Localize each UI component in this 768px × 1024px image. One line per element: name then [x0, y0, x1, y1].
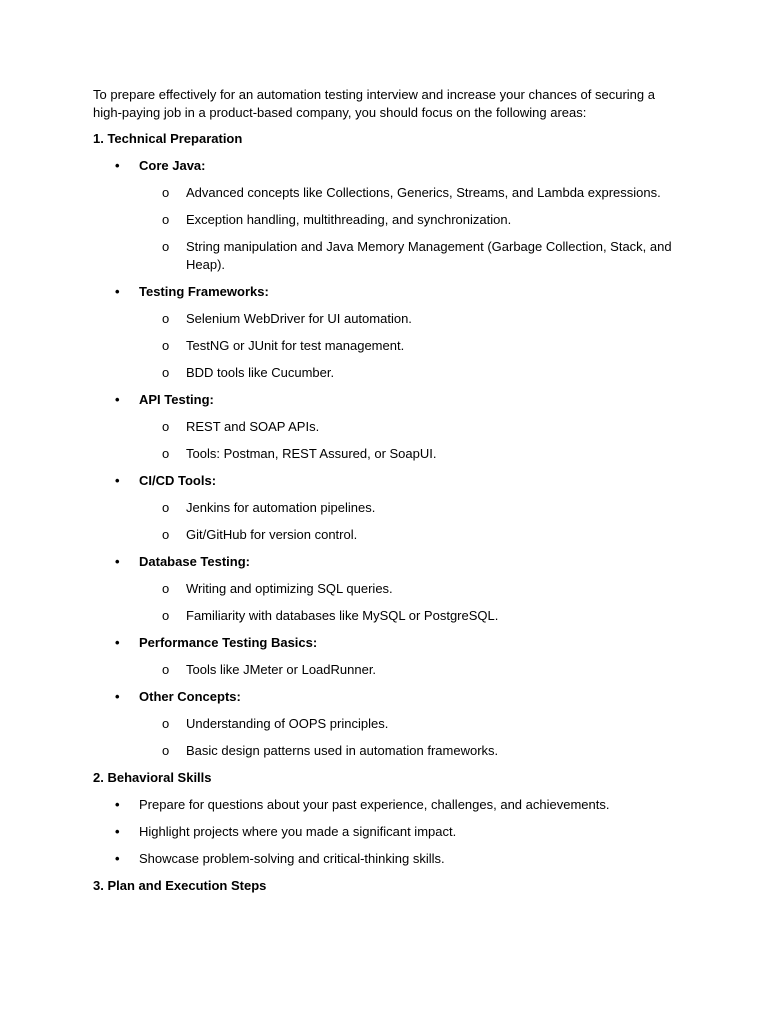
section-heading: 3. Plan and Execution Steps [93, 878, 267, 893]
subtopic-list [139, 715, 683, 760]
sub-bullet-icon: o [162, 608, 170, 623]
sub-bullet-icon: o [162, 446, 170, 461]
list-item [93, 796, 683, 814]
intro-paragraph: To prepare effectively for an automation testing interview and increase your chances of securing a high-paying job in a product-based company, you should focus on the following areas: [93, 87, 655, 120]
topic-api-testing [93, 391, 683, 463]
list-item-text: TestNG or JUnit for test management. [186, 338, 405, 353]
bullet-icon: • [115, 824, 120, 839]
bullet-list [93, 796, 683, 868]
sub-bullet-icon: o [162, 365, 170, 380]
list-item-text: Advanced concepts like Collections, Generics, Streams, and Lambda expressions. [186, 185, 661, 200]
list-item [139, 715, 683, 733]
document-page [93, 86, 683, 904]
list-item-text: Familiarity with databases like MySQL or PostgreSQL. [186, 608, 499, 623]
topic-list [93, 157, 683, 760]
topic-title: CI/CD Tools: [139, 473, 217, 488]
list-item-text: Tools: Postman, REST Assured, or SoapUI. [186, 446, 437, 461]
list-item-text: Highlight projects where you made a significant impact. [139, 824, 457, 839]
topic-title: Database Testing: [139, 554, 251, 569]
sub-bullet-icon: o [162, 212, 170, 227]
list-item [139, 580, 683, 598]
topic-core-java [93, 157, 683, 274]
topic-title: Core Java: [139, 158, 206, 173]
bullet-icon: • [115, 635, 120, 650]
subtopic-list [139, 661, 683, 679]
sub-bullet-icon: o [162, 581, 170, 596]
bullet-icon: • [115, 473, 120, 488]
subtopic-list [139, 418, 683, 463]
bullet-icon: • [115, 284, 120, 299]
topic-title: API Testing: [139, 392, 214, 407]
list-item [139, 607, 683, 625]
list-item-text: Understanding of OOPS principles. [186, 716, 389, 731]
section-technical-preparation [93, 130, 683, 760]
topic-ci-cd-tools [93, 472, 683, 544]
section-heading: 2. Behavioral Skills [93, 770, 212, 785]
list-item [139, 211, 683, 229]
bullet-icon: • [115, 851, 120, 866]
list-item-text: Prepare for questions about your past experience, challenges, and achievements. [139, 797, 610, 812]
topic-performance-testing [93, 634, 683, 679]
sub-bullet-icon: o [162, 185, 170, 200]
section-plan-execution [93, 877, 683, 895]
list-item-text: Writing and optimizing SQL queries. [186, 581, 393, 596]
section-heading: 1. Technical Preparation [93, 131, 243, 146]
list-item [93, 850, 683, 868]
list-item-text: Selenium WebDriver for UI automation. [186, 311, 412, 326]
list-item [139, 238, 683, 274]
topic-testing-frameworks [93, 283, 683, 382]
bullet-icon: • [115, 392, 120, 407]
list-item-text: String manipulation and Java Memory Management (Garbage Collection, Stack, and Heap). [186, 239, 672, 272]
topic-database-testing [93, 553, 683, 625]
topic-title: Other Concepts: [139, 689, 241, 704]
list-item [93, 823, 683, 841]
list-item [139, 310, 683, 328]
list-item-text: Showcase problem-solving and critical-thinking skills. [139, 851, 445, 866]
topic-title: Performance Testing Basics: [139, 635, 318, 650]
subtopic-list [139, 580, 683, 625]
bullet-icon: • [115, 689, 120, 704]
subtopic-list [139, 499, 683, 544]
list-item [139, 184, 683, 202]
bullet-icon: • [115, 797, 120, 812]
sub-bullet-icon: o [162, 338, 170, 353]
list-item-text: Jenkins for automation pipelines. [186, 500, 376, 515]
sub-bullet-icon: o [162, 743, 170, 758]
list-item [139, 526, 683, 544]
sub-bullet-icon: o [162, 239, 170, 254]
sub-bullet-icon: o [162, 500, 170, 515]
sub-bullet-icon: o [162, 311, 170, 326]
subtopic-list [139, 310, 683, 382]
list-item [139, 742, 683, 760]
sub-bullet-icon: o [162, 662, 170, 677]
list-item-text: BDD tools like Cucumber. [186, 365, 335, 380]
sub-bullet-icon: o [162, 716, 170, 731]
topic-title: Testing Frameworks: [139, 284, 269, 299]
subtopic-list [139, 184, 683, 274]
list-item-text: Basic design patterns used in automation frameworks. [186, 743, 499, 758]
bullet-icon: • [115, 554, 120, 569]
list-item-text: Tools like JMeter or LoadRunner. [186, 662, 377, 677]
list-item [139, 418, 683, 436]
list-item [139, 445, 683, 463]
list-item-text: Exception handling, multithreading, and synchronization. [186, 212, 512, 227]
topic-other-concepts [93, 688, 683, 760]
list-item [139, 499, 683, 517]
sub-bullet-icon: o [162, 419, 170, 434]
list-item [139, 337, 683, 355]
list-item [139, 661, 683, 679]
list-item-text: REST and SOAP APIs. [186, 419, 320, 434]
list-item-text: Git/GitHub for version control. [186, 527, 358, 542]
section-behavioral-skills [93, 769, 683, 868]
list-item [139, 364, 683, 382]
sub-bullet-icon: o [162, 527, 170, 542]
bullet-icon: • [115, 158, 120, 173]
